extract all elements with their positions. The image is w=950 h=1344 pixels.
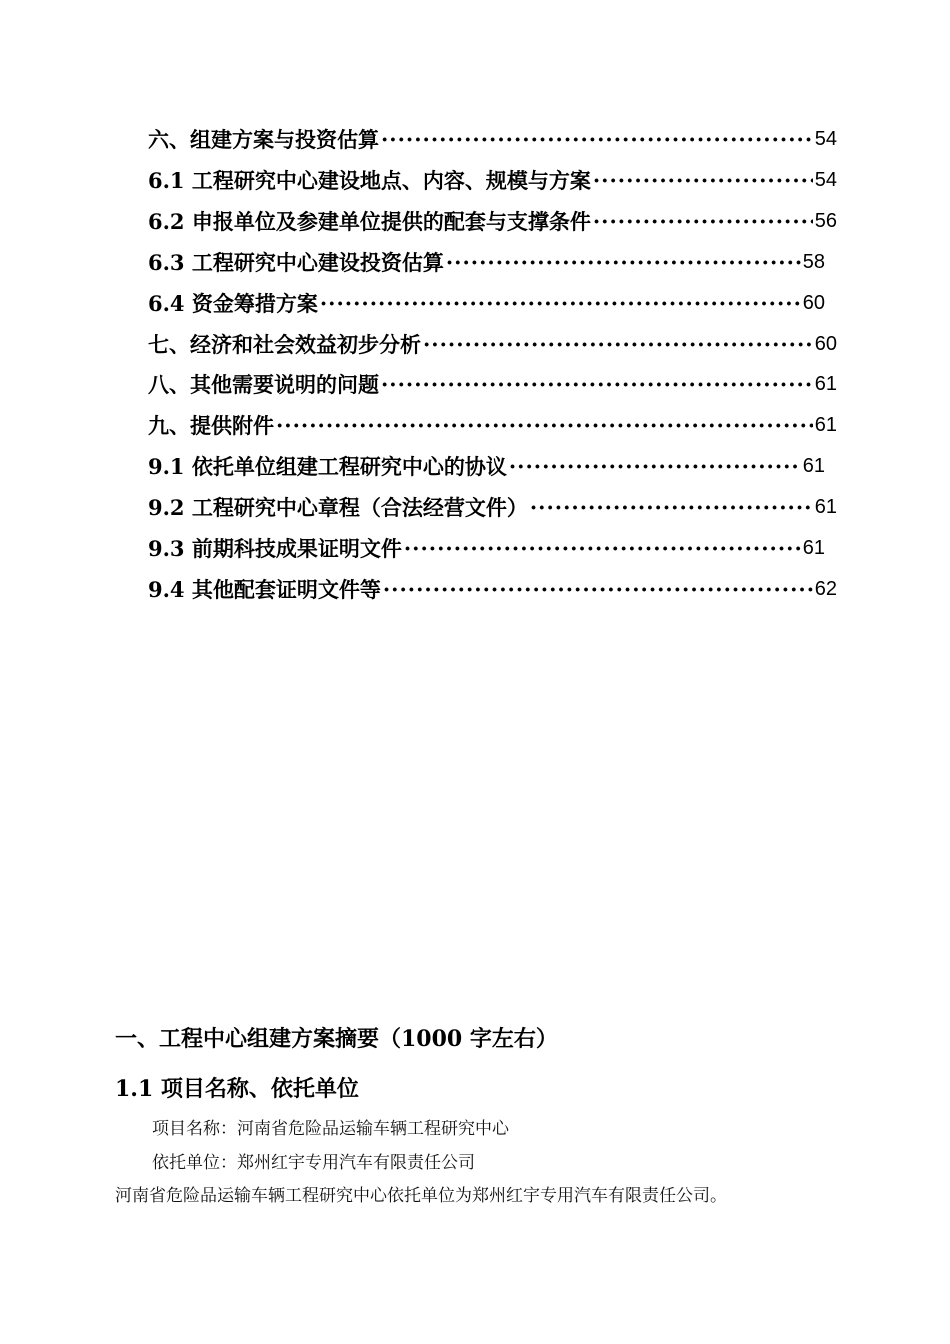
toc-entry-page: 61 (814, 495, 837, 518)
toc-leader-dots (509, 454, 801, 479)
description-line: 河南省危险品运输车辆工程研究中心依托单位为郑州红宇专用汽车有限责任公司。 (115, 1186, 727, 1206)
toc-entry-page: 61 (814, 413, 837, 436)
toc-entry[interactable] (148, 407, 837, 443)
toc-leader-dots (276, 413, 813, 438)
toc-entry-page: 60 (814, 332, 837, 355)
toc-entry-title: 九、提供附件 (148, 413, 274, 438)
toc-entry[interactable] (148, 285, 825, 321)
host-unit-line: 依托单位：郑州红宇专用汽车有限责任公司 (152, 1153, 475, 1173)
toc-entry[interactable] (148, 366, 837, 402)
toc-leader-dots (593, 168, 813, 193)
subsection-heading: 1.1 项目名称、依托单位 (115, 1076, 359, 1102)
toc-leader-dots (404, 536, 801, 561)
toc-entry[interactable] (148, 571, 837, 607)
toc-entry-page: 62 (814, 577, 837, 600)
toc-entry-page: 61 (802, 454, 825, 477)
toc-entry[interactable] (148, 530, 825, 566)
toc-entry-title: 六、组建方案与投资估算 (148, 127, 379, 152)
toc-entry[interactable] (148, 489, 837, 525)
section-heading: 一、工程中心组建方案摘要（1000 字左右） (115, 1026, 558, 1052)
toc-entry[interactable] (148, 326, 837, 362)
toc-entry-title: 9.2 工程研究中心章程（合法经营文件） (148, 495, 528, 520)
toc-leader-dots (593, 209, 813, 234)
toc-leader-dots (383, 577, 813, 602)
toc-entry-title: 6.3 工程研究中心建设投资估算 (148, 250, 444, 275)
toc-leader-dots (423, 332, 813, 357)
toc-leader-dots (381, 372, 813, 397)
toc-entry-page: 54 (814, 127, 837, 150)
toc-entry-title: 6.2 申报单位及参建单位提供的配套与支撑条件 (148, 209, 591, 234)
toc-leader-dots (381, 127, 813, 152)
toc-entry[interactable] (148, 244, 825, 280)
toc-entry-title: 七、经济和社会效益初步分析 (148, 332, 421, 357)
toc-leader-dots (530, 495, 813, 520)
toc-entry-title: 9.1 依托单位组建工程研究中心的协议 (148, 454, 507, 479)
toc-entry[interactable] (148, 448, 825, 484)
toc-entry-title: 9.4 其他配套证明文件等 (148, 577, 381, 602)
toc-entry-page: 61 (802, 536, 825, 559)
toc-entry-page: 61 (814, 372, 837, 395)
toc-entry-title: 6.1 工程研究中心建设地点、内容、规模与方案 (148, 168, 591, 193)
toc-entry[interactable] (148, 162, 837, 198)
toc-entry-page: 54 (814, 168, 837, 191)
toc-leader-dots (320, 291, 801, 316)
toc-leader-dots (446, 250, 801, 275)
toc-entry[interactable] (148, 203, 837, 239)
project-name-line: 项目名称：河南省危险品运输车辆工程研究中心 (152, 1119, 509, 1139)
toc-entry-title: 6.4 资金筹措方案 (148, 291, 318, 316)
toc-entry-title: 9.3 前期科技成果证明文件 (148, 536, 402, 561)
toc-entry-page: 60 (802, 291, 825, 314)
toc-entry-page: 56 (814, 209, 837, 232)
toc-entry-title: 八、其他需要说明的问题 (148, 372, 379, 397)
toc-entry[interactable] (148, 121, 837, 157)
toc-entry-page: 58 (802, 250, 825, 273)
